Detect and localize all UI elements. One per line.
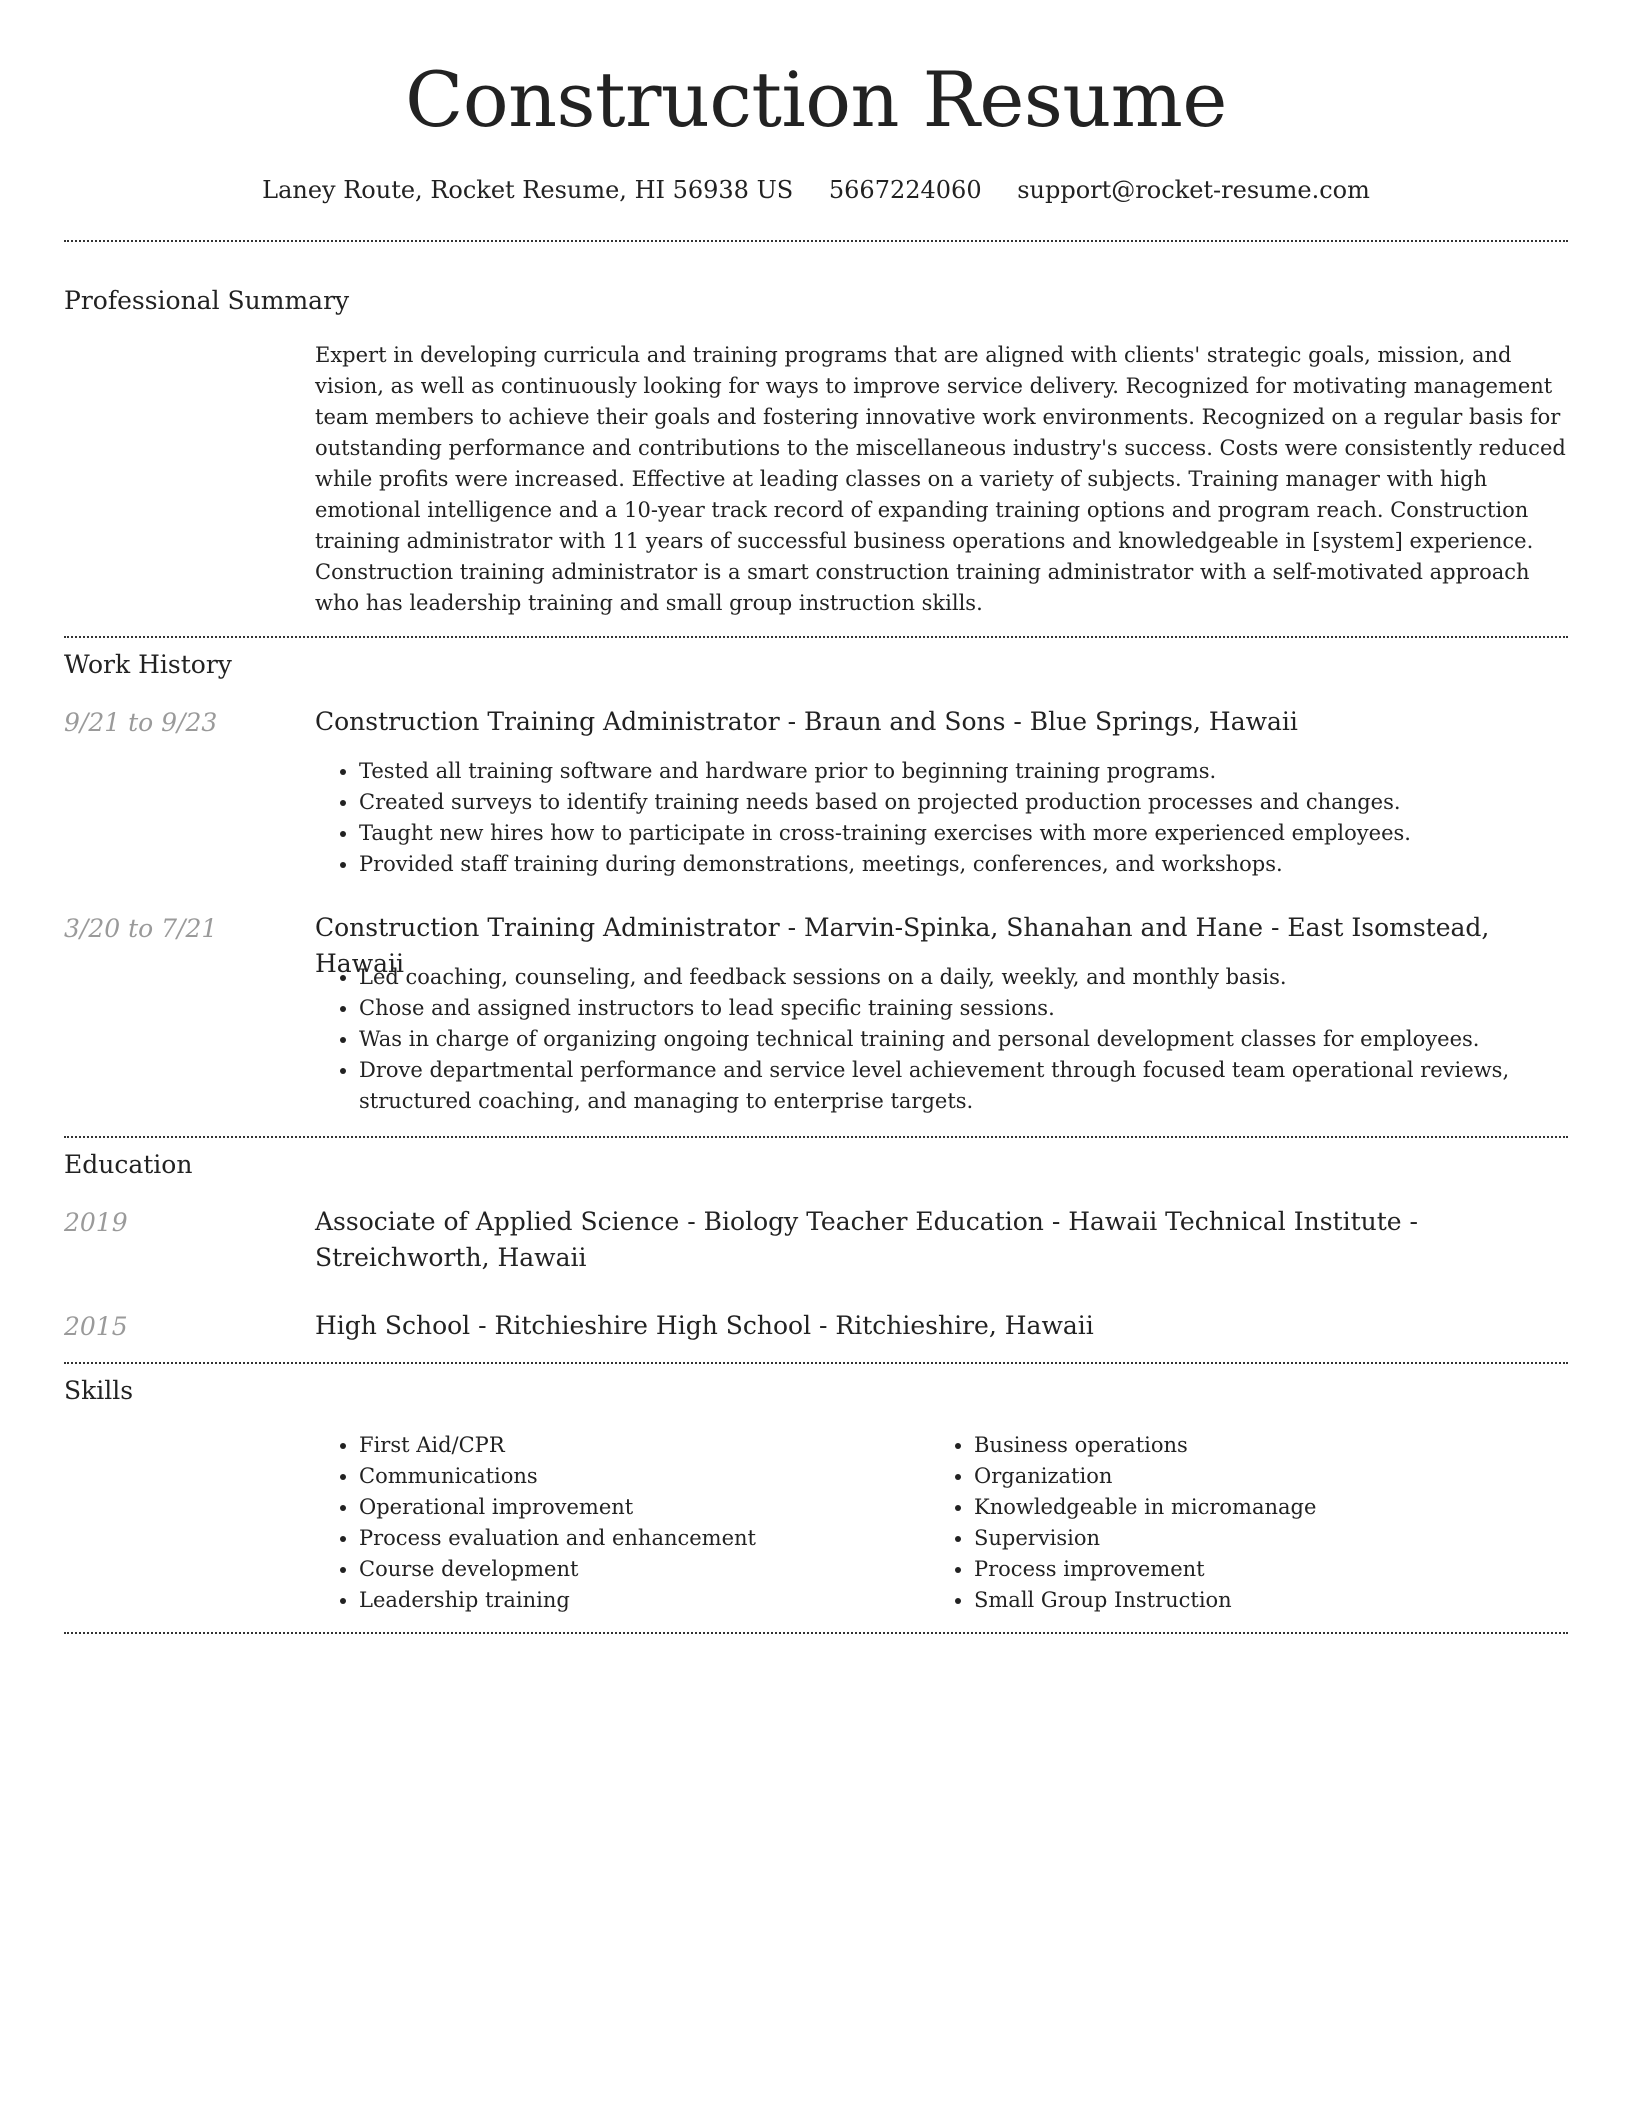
education-year: 2015 xyxy=(64,1312,128,1341)
list-item: • Drove departmental performance and service level achievement through focused team operational reviews, structured coaching, and managing to enterprise targets. xyxy=(359,1055,1568,1117)
list-item: • Led coaching, counseling, and feedback sessions on a daily, weekly, and monthly basis. xyxy=(359,962,1568,993)
skill-item: • Operational improvement xyxy=(359,1492,895,1523)
job-dates: 3/20 to 7/21 xyxy=(64,914,218,943)
skill-item: • Supervision xyxy=(974,1523,1510,1554)
job-dates: 9/21 to 9/23 xyxy=(64,708,218,737)
skill-item: • Course development xyxy=(359,1554,895,1585)
section-title-summary: Professional Summary xyxy=(64,286,350,315)
skill-item: • Process evaluation and enhancement xyxy=(359,1523,895,1554)
list-item: • Taught new hires how to participate in cross-training exercises with more experienced employees. xyxy=(359,818,1568,849)
list-item: • Provided staff training during demonstrations, meetings, conferences, and workshops. xyxy=(359,849,1568,880)
contact-phone: 5667224060 xyxy=(828,176,982,204)
skill-item: • Process improvement xyxy=(974,1554,1510,1585)
divider xyxy=(64,240,1568,242)
summary-text: Expert in developing curricula and training programs that are aligned with clients' strategic goals, mission, and vision, as well as continuously looking for ways to improve service delivery. Recognized for motivating management team members to achieve their goals and fostering innovative work environments. Recognized on a regular basis for outstanding performance and contributions to the miscellaneous industry's success. Costs were consistently reduced while profits were increased. Effective at leading classes on a variety of subjects. Training manager with high emotional intelligence and a 10-year track record of expanding training options and program reach. Construction training administrator with 11 years of successful business operations and knowledgeable in [system] experience. Construction training administrator is a smart construction training administrator with a self-motivated approach who has leadership training and small group instruction skills. xyxy=(315,343,1566,615)
education-entry: High School - Ritchieshire High School - Ritchieshire, Hawaii xyxy=(315,1311,1094,1340)
divider xyxy=(64,1362,1568,1364)
education-entry: Associate of Applied Science - Biology Teacher Education - Hawaii Technical Institute - Streichworth, Hawaii xyxy=(315,1207,1418,1272)
list-item: • Tested all training software and hardware prior to beginning training programs. xyxy=(359,756,1568,787)
divider xyxy=(64,1632,1568,1634)
job-bullets xyxy=(315,756,1568,880)
job-bullets xyxy=(315,962,1568,1117)
skill-item: • Leadership training xyxy=(359,1585,895,1616)
contact-address: Laney Route, Rocket Resume, HI 56938 US xyxy=(262,176,794,204)
section-title-work-history: Work History xyxy=(64,650,232,679)
job-details: - Marvin-Spinka, Shanahan and Hane - East Isomstead, Hawaii xyxy=(315,913,1490,978)
divider xyxy=(64,1136,1568,1138)
contact-line xyxy=(64,170,1568,210)
job-role: Construction Training Administrator xyxy=(315,913,780,942)
skill-item: • Business operations xyxy=(974,1430,1510,1461)
job-title xyxy=(315,704,1568,740)
education-year: 2019 xyxy=(64,1208,128,1237)
skill-item: • Small Group Instruction xyxy=(974,1585,1510,1616)
job-role: Construction Training Administrator xyxy=(315,707,780,736)
list-item: • Was in charge of organizing ongoing technical training and personal development classes for employees. xyxy=(359,1024,1568,1055)
job-details: - Braun and Sons - Blue Springs, Hawaii xyxy=(779,707,1298,736)
skill-item: • Communications xyxy=(359,1461,895,1492)
skill-item: • Organization xyxy=(974,1461,1510,1492)
section-title-skills: Skills xyxy=(64,1376,134,1405)
resume-title: Construction Resume xyxy=(405,55,1227,144)
list-item: • Chose and assigned instructors to lead specific training sessions. xyxy=(359,993,1568,1024)
skill-item: • First Aid/CPR xyxy=(359,1430,895,1461)
section-title-education: Education xyxy=(64,1150,193,1179)
skills-list-left xyxy=(315,1430,895,1616)
skills-list-right xyxy=(930,1430,1510,1616)
skill-item: • Knowledgeable in micromanage xyxy=(974,1492,1510,1523)
divider xyxy=(64,636,1568,638)
list-item: • Created surveys to identify training needs based on projected production processes and changes. xyxy=(359,787,1568,818)
contact-email: support@rocket-resume.com xyxy=(1017,176,1370,204)
